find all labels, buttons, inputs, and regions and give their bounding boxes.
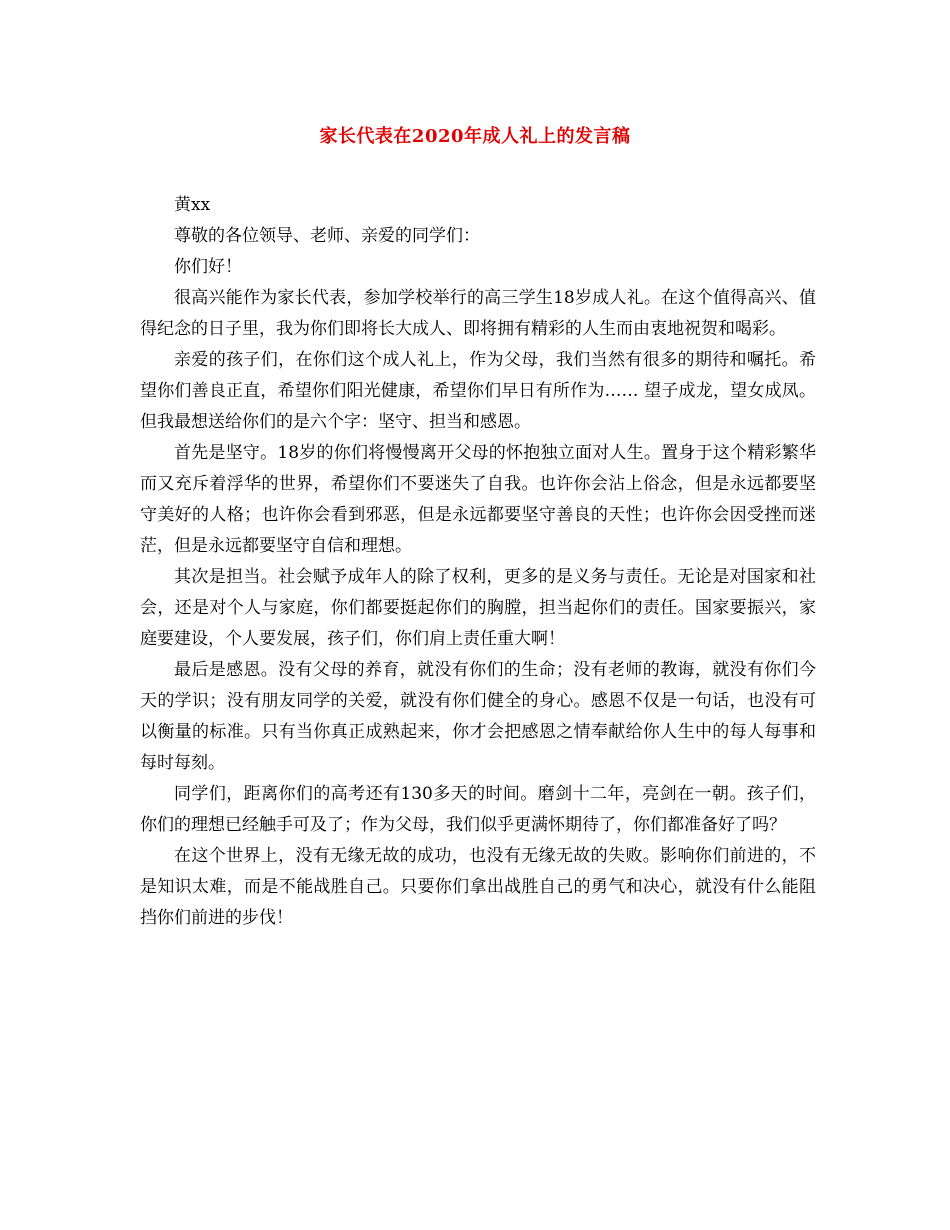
paragraph-1: 很高兴能作为家长代表，参加学校举行的高三学生18岁成人礼。在这个值得高兴、值得纪念的日子里，我为你们即将长大成人、即将拥有精彩的人生而由衷地祝贺和喝彩。 bbox=[140, 288, 816, 339]
document-body bbox=[140, 190, 816, 934]
paragraph-5: 最后是感恩。没有父母的养育，就没有你们的生命；没有老师的教诲，就没有你们今天的学识；没有朋友同学的关爱，就没有你们健全的身心。感恩不仅是一句话，也没有可以衡量的标准。只有当你真正成熟起来，你才会把感恩之情奉献给你人生中的每人每事和每时每刻。 bbox=[140, 660, 816, 773]
document-title: 家长代表在2020年成人礼上的发言稿 bbox=[319, 126, 631, 147]
greeting: 你们好！ bbox=[174, 257, 242, 277]
paragraph-6: 同学们，距离你们的高考还有130多天的时间。磨剑十二年，亮剑在一朝。孩子们，你们的理想已经触手可及了；作为父母，我们似乎更满怀期待了，你们都准备好了吗？ bbox=[140, 784, 816, 835]
paragraph-7: 在这个世界上，没有无缘无故的成功，也没有无缘无故的失败。影响你们前进的，不是知识太难，而是不能战胜自己。只要你们拿出战胜自己的勇气和决心，就没有什么能阻挡你们前进的步伐！ bbox=[140, 846, 816, 928]
paragraph-2: 亲爱的孩子们，在你们这个成人礼上，作为父母，我们当然有很多的期待和嘱托。希望你们善良正直，希望你们阳光健康，希望你们早日有所作为…… 望子成龙，望女成凤。但我最想送给你们的是六个字：坚守、担当和感恩。 bbox=[140, 350, 816, 432]
paragraph-4: 其次是担当。社会赋予成年人的除了权利，更多的是义务与责任。无论是对国家和社会，还是对个人与家庭，你们都要挺起你们的胸膛，担当起你们的责任。国家要振兴，家庭要建设，个人要发展，孩子们，你们肩上责任重大啊！ bbox=[140, 567, 816, 649]
paragraph-3: 首先是坚守。18岁的你们将慢慢离开父母的怀抱独立面对人生。置身于这个精彩繁华而又充斥着浮华的世界，希望你们不要迷失了自我。也许你会沾上俗念，但是永远都要坚守美好的人格；也许你会看到邪恶，但是永远都要坚守善良的天性；也许你会因受挫而迷茫，但是永远都要坚守自信和理想。 bbox=[140, 443, 816, 556]
salutation: 尊敬的各位领导、老师、亲爱的同学们： bbox=[174, 226, 480, 246]
author-line: 黄xx bbox=[174, 195, 211, 215]
